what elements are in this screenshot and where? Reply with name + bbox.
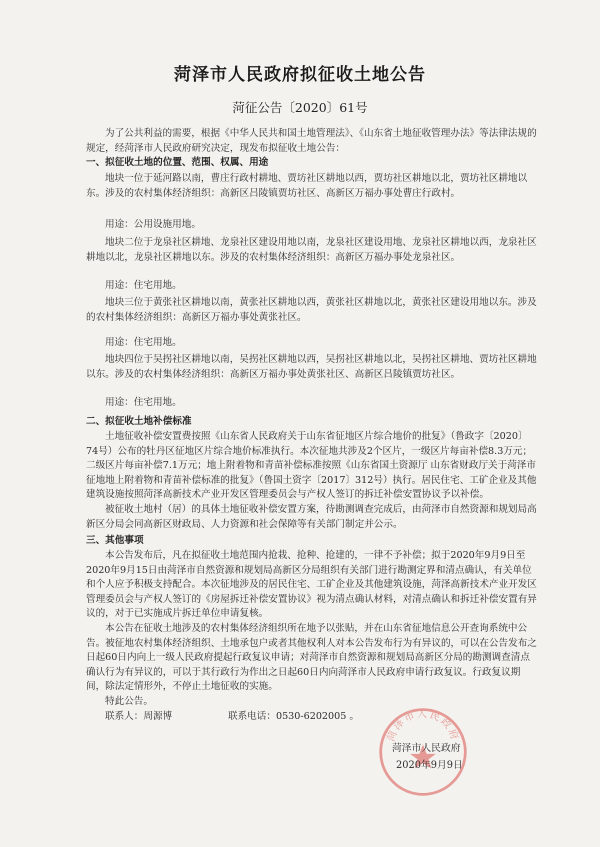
compensation-plan-paragraph: 被征收土地村（居）的具体土地征收补偿安置方案，待勘测调查完成后，由菏泽市自然资源和规划局高新区分局会同高新区财政局、人力资源和社会保障等有关部门制定并公示。 — [86, 504, 537, 530]
section-3-heading: 三、其他事项 — [86, 535, 144, 546]
plot-3-use: 用途：住宅用地。 — [105, 337, 182, 348]
section-2-heading: 二、拟征收土地补偿标准 — [86, 416, 192, 427]
contact-person: 联系人：周源博 — [105, 711, 173, 722]
compensation-standard-paragraph: 土地征收补偿安置费按照《山东省人民政府关于山东省征地区片综合地价的批复》（鲁政字〔2020〕74号）公布的牡丹区征地区片综合地价标准执行。本次征地共涉及2个区片，一级区片每亩补偿8.3万元；二级区片每亩补偿7.1万元；地上附着物和青苗补偿标准按照《山东省国土资源厅 山东省财政厅关于菏泽市征地地上附着物和青苗补偿标准的批复》（鲁国土资字〔2017〕312号）执行。居民住宅、工矿企业及其他建筑设施按照菏泽高新技术产业开发区管理委员会与产权人签订的拆迁补偿安置协议予以补偿。 — [86, 431, 537, 501]
plot-2-description: 地块二位于龙泉社区耕地、龙泉社区建设用地以南，龙泉社区建设用地、龙泉社区耕地以西，龙泉社区耕地以北，龙泉社区耕地以东。涉及的农村集体经济组织：高新区万福办事处龙泉社区。 — [86, 237, 537, 263]
contact-phone: 联系电话：0530-6202005 。 — [228, 711, 359, 722]
issue-date: 2020年9月9日 — [396, 760, 463, 771]
plot-2-use: 用途：住宅用地。 — [105, 280, 182, 291]
issuer-name: 菏泽市人民政府 — [392, 743, 461, 754]
plot-3-description: 地块三位于黄张社区耕地以南，黄张社区耕地以西，黄张社区耕地以北，黄张社区建设用地以东。涉及的农村集体经济组织：高新区万福办事处黄张社区。 — [86, 297, 537, 323]
intro-paragraph: 为了公共利益的需要，根据《中华人民共和国土地管理法》、《山东省土地征收管理办法》等法律法规的规定，经菏泽市人民政府研究决定，现发布拟征收土地公告： — [86, 128, 537, 154]
svg-text:菏泽市人民政府: 菏泽市人民政府 — [385, 708, 461, 743]
plot-1-use: 用途：公用设施用地。 — [105, 219, 201, 230]
other-matters-paragraph-2: 本公告在征收土地涉及的农村集体经济组织所在地予以张贴，并在山东省征地信息公开查询系统中公告。被征地农村集体经济组织、土地承包户或者其他权利人对本公告发布行为有异议的，可以在公告发布之日起60日内向上一级人民政府提起行政复议申请；对菏泽市自然资源和规划局高新区分局的勘测调查清点确认行为有异议的，可以于其行政行为作出之日起60日内向菏泽市人民政府申请行政复议。行政复议期间，除法定情形外，不停止土地征收的实施。 — [86, 623, 537, 693]
document-number: 菏征公告〔2020〕61号 — [232, 100, 368, 115]
plot-1-description: 地块一位于延河路以南，曹庄行政村耕地、贾坊社区耕地以西，贾坊社区耕地以北，贾坊社区耕地以东。涉及的农村集体经济组织：高新区吕陵镇贾坊社区、高新区万福办事处曹庄行政村。 — [86, 173, 528, 199]
plot-4-use: 用途：住宅用地。 — [105, 397, 182, 408]
closing-line: 特此公告。 — [105, 696, 153, 707]
other-matters-paragraph-1: 本公告发布后，凡在拟征收土地范围内抢栽、抢种、抢建的，一律不予补偿；拟于2020年9月9日至2020年9月15日由菏泽市自然资源和规划局高新区分局组织有关部门进行勘测定界和清点确认，有关单位和个人应予积极支持配合。本次征地涉及的居民住宅、工矿企业及其他建筑设施，菏泽高新技术产业开发区管理委员会与产权人签订的《房屋拆迁补偿安置协议》视为清点确认材料，对清点确认和拆迁补偿安置有异议的，对于已实施成片拆迁单位申请复核。 — [86, 550, 537, 620]
document-title: 菏泽市人民政府拟征收土地公告 — [174, 65, 426, 85]
section-1-heading: 一、拟征收土地的位置、范围、权属、用途 — [86, 157, 269, 168]
plot-4-description: 地块四位于吴拐社区耕地以南，吴拐社区耕地以西，吴拐社区耕地以北，吴拐社区耕地、贾坊社区耕地以东。涉及的农村集体经济组织：高新区万福办事处黄张社区、高新区吕陵镇贾坊社区。 — [86, 354, 537, 380]
